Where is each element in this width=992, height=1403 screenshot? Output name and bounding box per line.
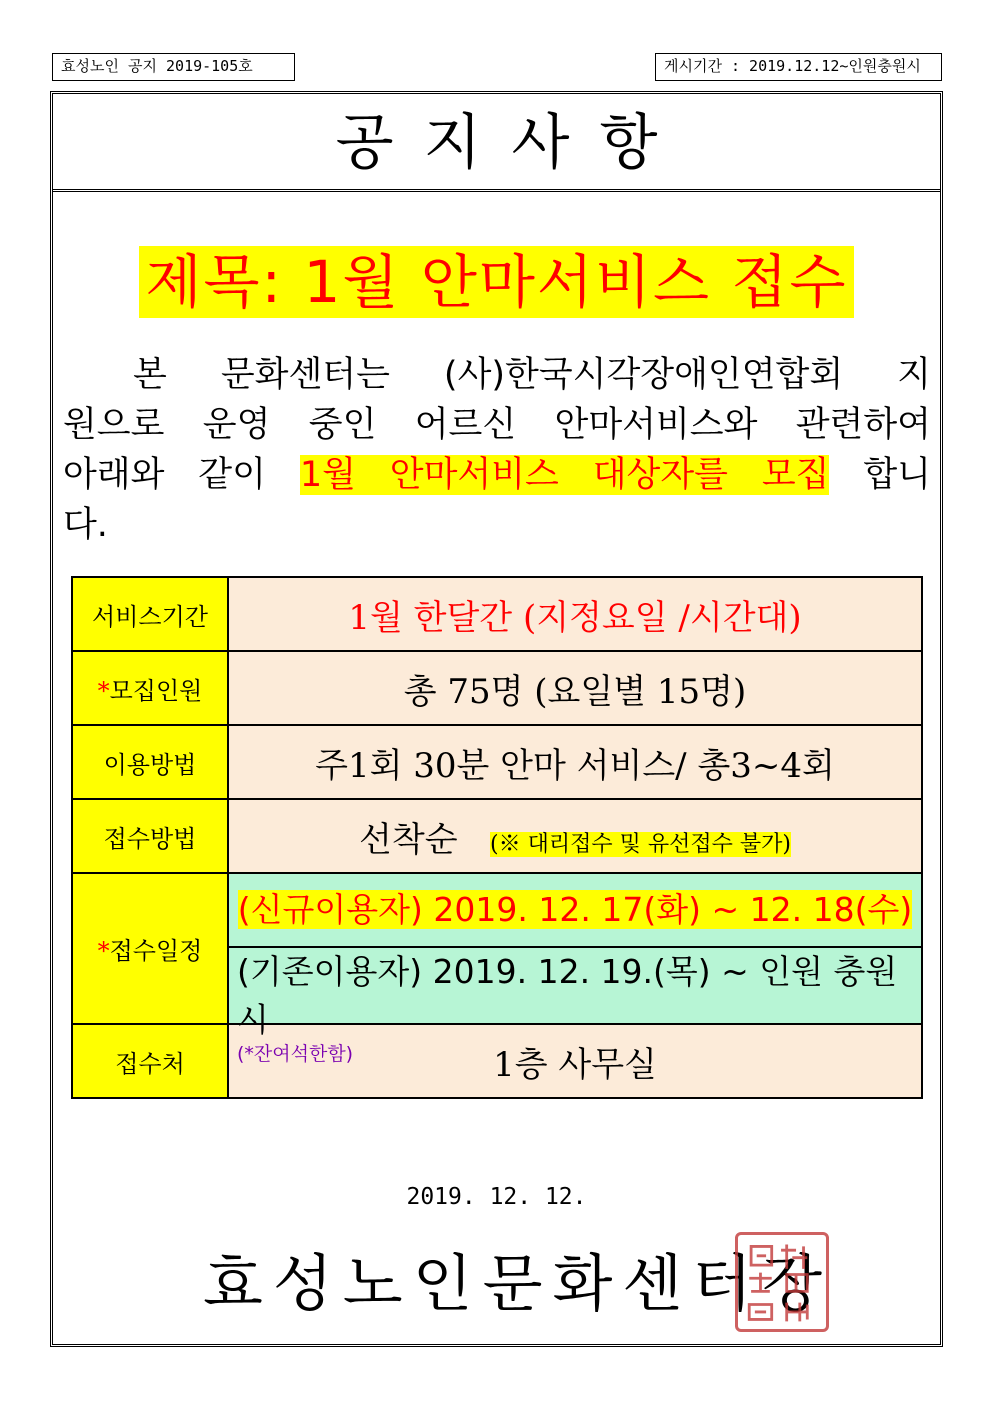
recruit-label-text: 모집인원 [109, 676, 203, 705]
intro-line-3-suffix: 합니 [863, 455, 931, 495]
intro-line-1-text: 본 문화센터는 (사)한국시각장애인연합회 지 [133, 355, 931, 395]
intro-line-3-prefix: 아래와 같이 [63, 455, 266, 495]
title-area [53, 94, 940, 192]
schedule-label [72, 873, 228, 1024]
usage-label: 이용방법 [72, 725, 228, 799]
schedule-label-text: 접수일정 [109, 937, 203, 965]
usage-value: 주1회 30분 안마 서비스/ 총3~4회 [228, 725, 922, 799]
organization-name: 효성노인문화센터장 [203, 1247, 833, 1320]
table-row [72, 651, 922, 725]
seal-icon [738, 1235, 826, 1329]
intro-line-4: 다. [63, 505, 108, 545]
new-users-schedule [229, 874, 921, 948]
table-row [72, 873, 922, 1024]
existing-users-text: (기존이용자) 2019. 12. 19.(목) ~ 인원 충원시 [237, 952, 898, 1039]
remaining-seat-note: (*잔여석한함) [237, 1043, 354, 1065]
recruit-label [72, 651, 228, 725]
doc-number: 효성노인 공지 2019-105호 [52, 53, 295, 81]
intro-line-1 [63, 350, 931, 400]
method-label: 접수방법 [72, 799, 228, 873]
schedule-star: * [97, 937, 110, 965]
recruit-star: * [97, 676, 110, 705]
new-users-text: (신규이용자) 2019. 12. 17(화) ~ 12. 18(수) [237, 890, 913, 929]
notice-frame [50, 91, 943, 1347]
service-period-value: 1월 한달간 (지정요일 /시간대) [228, 577, 922, 651]
posting-period: 게시기간 : 2019.12.12~인원충원시 [655, 53, 942, 81]
subject-heading: 제목: 1월 안마서비스 접수 [139, 246, 853, 318]
place-label: 접수처 [72, 1024, 228, 1098]
intro-line-2: 원으로 운영 중인 어르신 안마서비스와 관련하여 [63, 405, 931, 445]
service-period-label: 서비스기간 [72, 577, 228, 651]
table-row [72, 1024, 922, 1098]
subject-wrap [53, 246, 940, 318]
recruit-value: 총 75명 (요일별 15명) [228, 651, 922, 725]
intro-paragraph [63, 350, 931, 550]
intro-line-3 [63, 450, 931, 500]
table-row [72, 725, 922, 799]
table-row [72, 799, 922, 873]
method-value [228, 799, 922, 873]
official-seal [735, 1232, 829, 1332]
notice-date: 2019. 12. 12. [406, 1184, 587, 1210]
page-title: 공지사항 [335, 108, 688, 178]
info-table [71, 576, 923, 1099]
place-value: 1층 사무실 [228, 1024, 922, 1098]
intro-highlight: 1월 안마서비스 대상자를 모집 [299, 455, 830, 495]
method-note: (※ 대리접수 및 유선접수 불가) [490, 831, 791, 857]
method-value-text: 선착순 [359, 819, 458, 860]
table-row [72, 577, 922, 651]
